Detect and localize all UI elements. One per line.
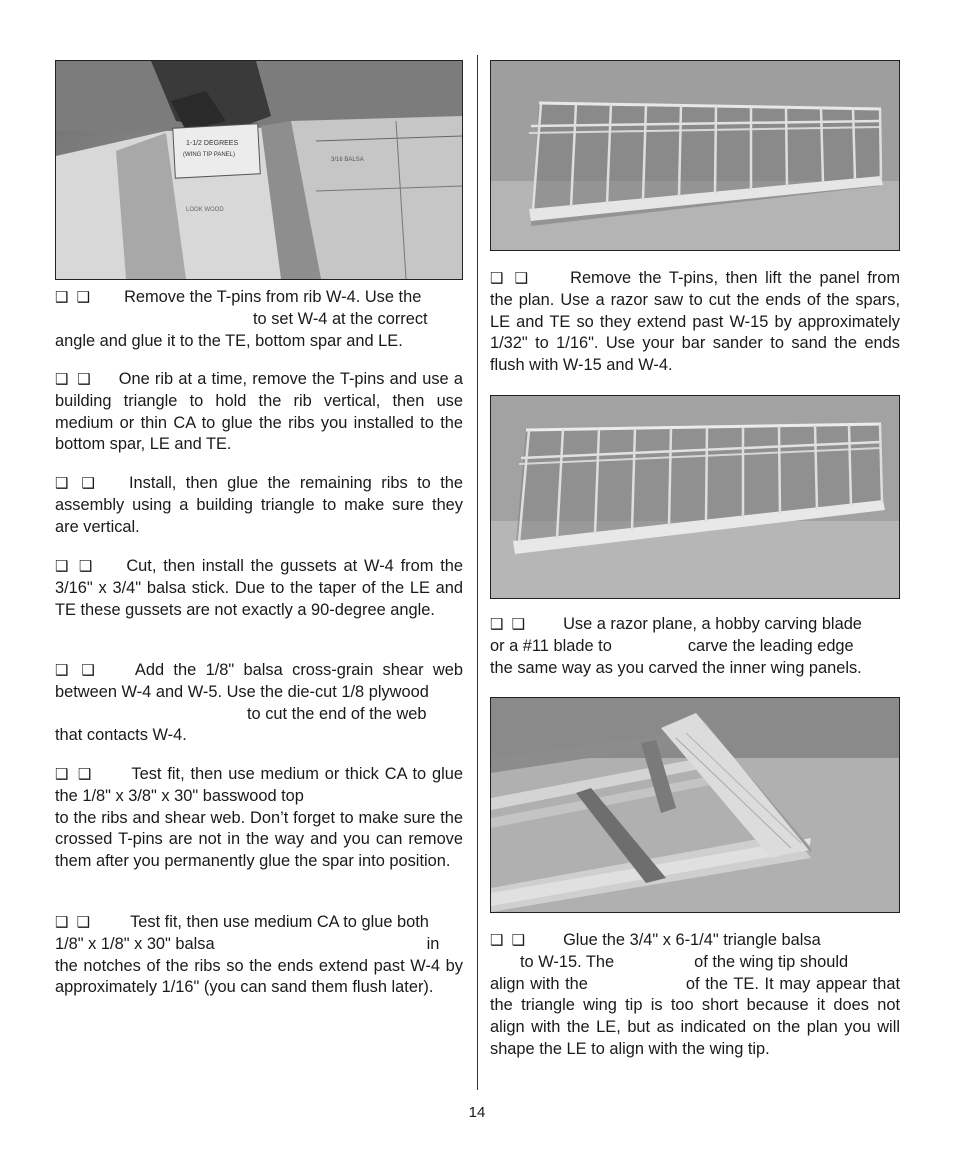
step-text-a: Test fit, then use medium or thick CA to glue the 1/8" x 3/8" x 30" basswood top: [55, 765, 463, 805]
page-number: 14: [468, 1104, 486, 1121]
step-text-b2: of the wing tip should: [694, 952, 849, 971]
step-text-b: or a #11 blade to: [490, 636, 612, 655]
checkbox-icon: ❑ ❑: [55, 766, 94, 783]
photo-wing-panel-leading-edge: [490, 395, 900, 599]
plan-text-balsa: 3/16 BALSA: [331, 157, 364, 163]
step-text: Install, then glue the remaining ribs to the assembly using a building triangle to make sure they are vertical.: [55, 474, 464, 536]
step-text-b2: in: [426, 934, 440, 953]
step-install-remaining-ribs: [55, 473, 463, 538]
step-text-b: to cut the end of the web: [247, 704, 427, 723]
step-shear-web: [55, 660, 463, 747]
step-remove-tpins-w4: [55, 287, 463, 352]
step-text-a: Glue the 3/4" x 6-1/4" triangle balsa: [563, 931, 821, 949]
step-glue-ribs-one-at-a-time: [55, 369, 463, 456]
checkbox-icon: ❑ ❑: [55, 662, 97, 679]
gauge-label-line1: 1-1/2 DEGREES: [186, 140, 239, 147]
step-text-c: the notches of the ribs so the ends extend past W-4 by approximately 1/16" (you can sand them flush later).: [55, 956, 463, 997]
checkbox-icon: ❑ ❑: [55, 914, 93, 931]
step-text-c2: of the TE. It may appear that the triangle wing tip is too short because it does not align with the LE, but as indicated on the plan you will shape the LE to align with the wing tip.: [490, 974, 901, 1058]
step-text-b2: carve the leading edge: [687, 636, 854, 655]
checkbox-icon: ❑ ❑: [490, 270, 531, 287]
step-text: One rib at a time, remove the T-pins and use a building triangle to hold the rib vertical, then use medium or thin CA to glue the ribs you installed to the bottom spar, LE and TE.: [55, 370, 463, 454]
step-text-a: Use a razor plane, a hobby carving blade: [563, 615, 862, 633]
step-text-b: 1/8" x 1/8" x 30" balsa: [55, 934, 215, 953]
step-text-c: that contacts W-4.: [55, 726, 187, 745]
step-top-spar: [55, 764, 463, 873]
step-text-c: angle and glue it to the TE, bottom spar and LE.: [55, 331, 403, 350]
step-text: Cut, then install the gussets at W-4 from the 3/16" x 3/4" balsa stick. Due to the taper of the LE and TE these gussets are not exactly a 90-degree angle.: [55, 557, 463, 619]
photo-wing-tip-angle-gauge: [55, 60, 463, 280]
column-divider: [477, 55, 478, 1090]
step-text-b: to W-15. The: [520, 952, 615, 971]
checkbox-icon: ❑ ❑: [55, 558, 95, 575]
step-install-gussets: [55, 556, 463, 621]
checkbox-icon: ❑ ❑: [55, 371, 93, 388]
step-lift-panel-from-plan: [490, 268, 900, 377]
checkbox-icon: ❑ ❑: [55, 289, 93, 306]
step-text-a: Test fit, then use medium CA to glue both: [130, 913, 429, 931]
plan-text-wood: LOOK WOOD: [186, 207, 224, 213]
step-glue-sticks-in-notches: [55, 912, 463, 999]
step-text-a: Add the 1/8" balsa cross-grain shear web between W-4 and W-5. Use the die-cut 1/8 plywood: [55, 661, 463, 701]
step-text: Remove the T-pins, then lift the panel from the plan. Use a razor saw to cut the ends of the spars, LE and TE so they extend past W-15 by approximately 1/32" to 1/16". Use your bar sander to sand the ends flush with W-15 and W-4.: [490, 269, 900, 375]
step-text-c: to the ribs and shear web. Don’t forget to make sure the crossed T-pins are not in the way and you can remove them after you permanently glue the spar into position.: [55, 808, 463, 871]
gauge-label-line2: (WING TIP PANEL): [183, 152, 236, 158]
step-text-a: Remove the T-pins from rib W-4. Use the: [124, 288, 422, 306]
step-glue-triangle-wing-tip: [490, 930, 900, 1061]
step-text-c: the same way as you carved the inner wing panels.: [490, 658, 862, 677]
photo-triangle-wing-tip: [490, 697, 900, 913]
checkbox-icon: ❑ ❑: [490, 616, 528, 633]
checkbox-icon: ❑ ❑: [490, 932, 528, 949]
photo-wing-panel-framework: [490, 60, 900, 251]
step-text-c: align with the: [490, 974, 588, 993]
step-carve-leading-edge: [490, 614, 904, 679]
checkbox-icon: ❑ ❑: [55, 475, 97, 492]
step-text-b: to set W-4 at the correct: [253, 309, 428, 328]
